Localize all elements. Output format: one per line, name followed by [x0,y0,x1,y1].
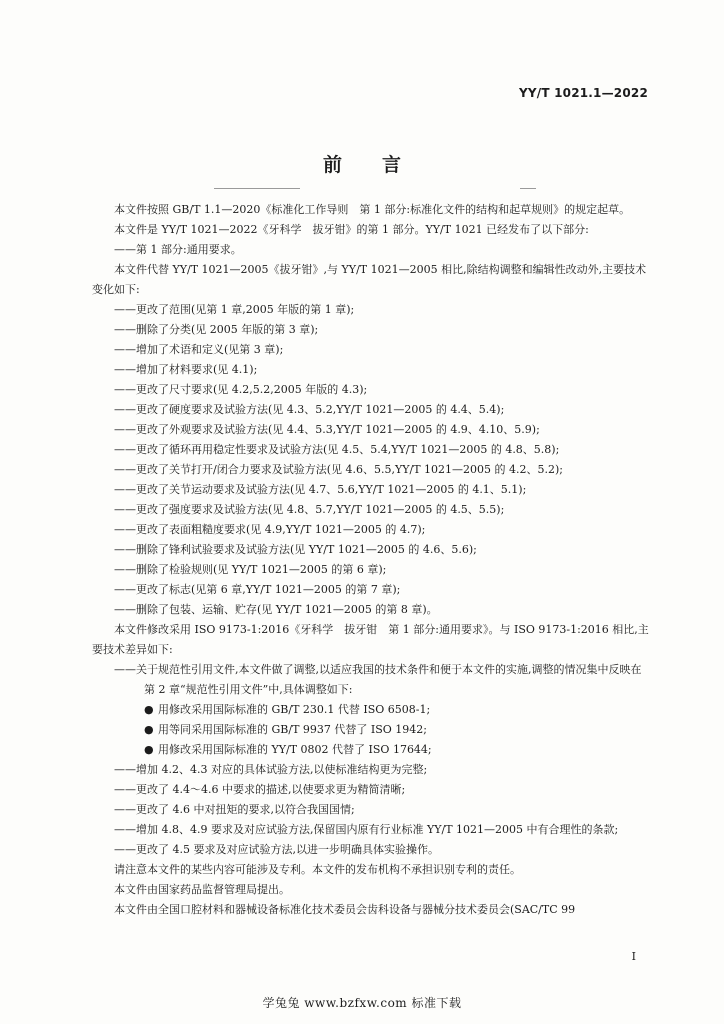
list-item [92,560,652,580]
paragraph-text: 用等同采用国际标准的 GB/T 9937 代替了 ISO 1942; [158,723,427,736]
list-item [92,420,652,440]
paragraph-text: ——更改了硬度要求及试验方法(见 4.3、5.2,YY/T 1021—2005 的 4.4、5.4); [114,403,505,416]
list-item [92,380,652,400]
paragraph-text: ——增加 4.8、4.9 要求及对应试验方法,保留国内原有行业标准 YY/T 1021—2005 中有合理性的条款; [114,823,619,836]
list-item [92,580,652,600]
paragraph-text: ——更改了尺寸要求(见 4.2,5.2,2005 年版的 4.3); [114,383,368,396]
bullet-icon: ● [144,723,154,736]
list-item [92,780,652,800]
paragraph [92,260,652,300]
list-item [92,820,652,840]
list-item [92,500,652,520]
paragraph [92,220,652,240]
document-body [92,200,652,920]
paragraph-text: ——增加 4.2、4.3 对应的具体试验方法,以使标准结构更为完整; [114,763,428,776]
paragraph-text: 本文件是 YY/T 1021—2022《牙科学 拔牙钳》的第 1 部分。YY/T 1021 已经发布了以下部分: [114,223,589,236]
paragraph-text: ——关于规范性引用文件,本文件做了调整,以适应我国的技术条件和便于本文件的实施,调整的情况集中反映在第 2 章“规范性引用文件”中,具体调整如下: [114,663,642,696]
list-item [92,540,652,560]
list-item [92,300,652,320]
list-item [92,360,652,380]
paragraph-text: ——更改了强度要求及试验方法(见 4.8、5.7,YY/T 1021—2005 的 4.5、5.5); [114,503,505,516]
document-code: YY/T 1021.1—2022 [518,86,648,100]
paragraph-text: ——更改了循环再用稳定性要求及试验方法(见 4.5、5.4,YY/T 1021—2005 的 4.8、5.8); [114,443,560,456]
paragraph-text: ——增加了材料要求(见 4.1); [114,363,258,376]
paragraph [92,620,652,660]
paragraph-text: ——更改了 4.6 中对扭矩的要求,以符合我国国情; [114,803,355,816]
paragraph-text: ——删除了锋利试验要求及试验方法(见 YY/T 1021—2005 的 4.6、5.6); [114,543,477,556]
page-title: 前言 [322,154,441,176]
list-item [92,800,652,820]
list-item [92,440,652,460]
list-item [92,600,652,620]
paragraph [92,860,652,880]
list-item [92,480,652,500]
list-item [92,840,652,860]
paragraph-text: ——更改了 4.5 要求及对应试验方法,以进一步明确具体实验操作。 [114,843,439,856]
list-item [92,400,652,420]
paragraph-text: 本文件修改采用 ISO 9173-1:2016《牙科学 拔牙钳 第 1 部分:通用要求》。与 ISO 9173-1:2016 相比,主要技术差异如下: [92,623,649,656]
bullet-icon: ● [144,743,154,756]
paragraph [92,200,652,220]
list-item [92,340,652,360]
paragraph-text: 本文件由国家药品监督管理局提出。 [114,883,290,896]
paragraph-text: ——更改了 4.4～4.6 中要求的描述,以使要求更为精简清晰; [114,783,406,796]
list-item [92,460,652,480]
paragraph-text: 用修改采用国际标准的 YY/T 0802 代替了 ISO 17644; [158,743,432,756]
paragraph-text: ——增加了术语和定义(见第 3 章); [114,343,284,356]
paragraph-text: ——更改了标志(见第 6 章,YY/T 1021—2005 的第 7 章); [114,583,401,596]
paragraph [92,900,652,920]
list-item [92,660,652,700]
page-number: I [631,950,636,963]
paragraph-text: 用修改采用国际标准的 GB/T 230.1 代替 ISO 6508-1; [158,703,431,716]
paragraph-text: ——第 1 部分:通用要求。 [114,243,242,256]
paragraph-text: 本文件代替 YY/T 1021—2005《拔牙钳》,与 YY/T 1021—2005 相比,除结构调整和编辑性改动外,主要技术变化如下: [92,263,647,296]
bullet-item [92,720,652,740]
paragraph [92,880,652,900]
bullet-item [92,740,652,760]
paragraph-text: ——更改了关节运动要求及试验方法(见 4.7、5.6,YY/T 1021—2005 的 4.1、5.1); [114,483,527,496]
list-item [92,520,652,540]
paragraph-text: ——更改了关节打开/闭合力要求及试验方法(见 4.6、5.5,YY/T 1021—2005 的 4.2、5.2); [114,463,564,476]
paragraph-text: ——更改了外观要求及试验方法(见 4.4、5.3,YY/T 1021—2005 的 4.9、4.10、5.9); [114,423,540,436]
bullet-item [92,700,652,720]
paragraph-text: ——删除了检验规则(见 YY/T 1021—2005 的第 6 章); [114,563,387,576]
paragraph-text: ——删除了分类(见 2005 年版的第 3 章); [114,323,319,336]
bullet-icon: ● [144,703,154,716]
watermark-footer: 学兔兔 www.bzfxw.com 标准下载 [262,996,462,1010]
title-divider-right [520,188,536,189]
paragraph-text: 本文件按照 GB/T 1.1—2020《标准化工作导则 第 1 部分:标准化文件的结构和起草规则》的规定起草。 [114,203,631,216]
paragraph-text: ——更改了表面粗糙度要求(见 4.9,YY/T 1021—2005 的 4.7); [114,523,426,536]
paragraph-text: 本文件由全国口腔材料和器械设备标准化技术委员会齿科设备与器械分技术委员会(SAC/TC 99 [114,903,576,916]
paragraph-text: ——删除了包装、运输、贮存(见 YY/T 1021—2005 的第 8 章)。 [114,603,438,616]
title-divider-left [214,188,300,189]
list-item [92,240,652,260]
list-item [92,760,652,780]
paragraph-text: ——更改了范围(见第 1 章,2005 年版的第 1 章); [114,303,355,316]
paragraph-text: 请注意本文件的某些内容可能涉及专利。本文件的发布机构不承担识别专利的责任。 [114,863,521,876]
list-item [92,320,652,340]
